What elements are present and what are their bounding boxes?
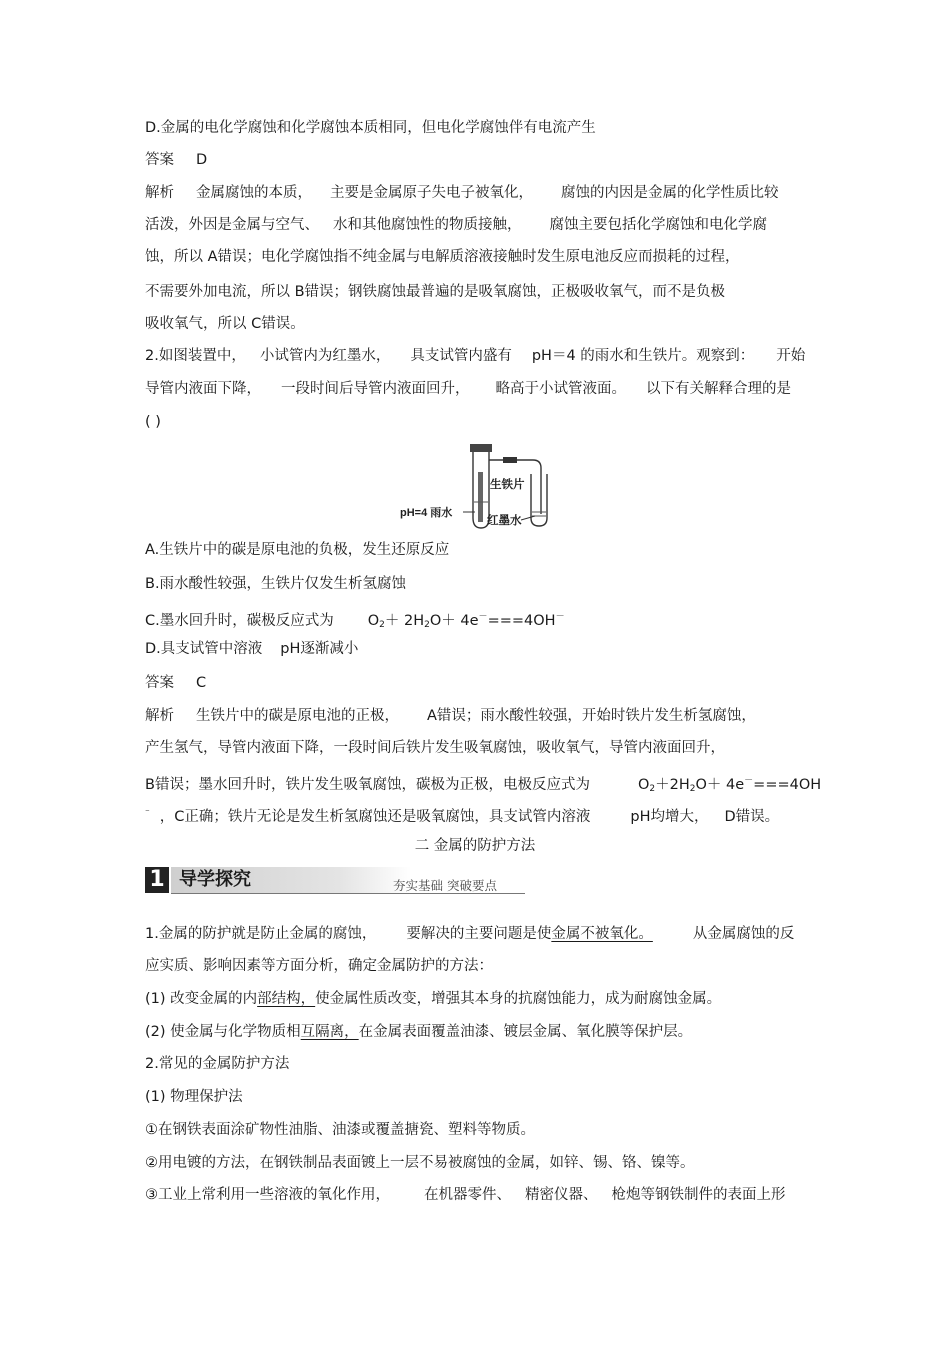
label-iron: 生铁片 — [490, 479, 525, 491]
answer-value: D — [196, 152, 208, 168]
underlined-answer: 部结构， — [257, 991, 316, 1007]
answer-1 — [145, 150, 207, 170]
analysis-2-line-4 — [145, 803, 779, 827]
paragraph-6: (1) 物理保护法 — [145, 1089, 243, 1105]
text-span: 具支试管内盛有 — [410, 348, 512, 364]
text-span: 在机器零件、 — [424, 1187, 511, 1203]
option-c — [145, 607, 565, 635]
text-span: 活泼，外因是金属与空气、 — [145, 217, 319, 233]
text-span: 腐蚀的内因是金属的化学性质比较 — [561, 185, 779, 201]
subscript: 2 — [649, 784, 656, 794]
apparatus-diagram — [395, 442, 555, 532]
analysis-2-line-1 — [145, 706, 756, 726]
paragraph-7: ①在钢铁表面涂矿物性油脂、油漆或覆盖搪瓷、塑料等物质。 — [145, 1122, 535, 1138]
text-span: 略高于小试管液面。 — [495, 381, 626, 397]
paragraph-8: ②用电镀的方法，在钢铁制品表面镀上一层不易被腐蚀的金属，如锌、锡、铬、镍等。 — [145, 1155, 695, 1171]
text-span: O — [367, 613, 380, 629]
option-d — [145, 639, 358, 659]
text-span: 1.金属的防护就是防止金属的腐蚀， — [145, 926, 377, 942]
text-span: ===4OH — [753, 777, 822, 793]
paragraph-4 — [145, 1022, 692, 1042]
banner-subtitle: 夯实基础 突破要点 — [393, 878, 497, 893]
paragraph-5: 2.常见的金属防护方法 — [145, 1056, 290, 1072]
text-span: ③工业上常利用一些溶液的氧化作用， — [145, 1187, 390, 1203]
text-span: D错误。 — [724, 809, 780, 825]
text-span: 一段时间后导管内液面回升， — [281, 381, 470, 397]
text-span: pH均增大， — [630, 809, 709, 825]
label-ink-leader — [521, 516, 535, 520]
question-2-line-2 — [145, 379, 791, 399]
text-span: 以下有关解释合理的是 — [646, 381, 791, 397]
analysis-label: 解析 — [145, 185, 174, 201]
underlined-answer: 互隔离， — [300, 1024, 359, 1040]
text-span: 从金属腐蚀的反 — [692, 926, 795, 942]
answer-label: 答案 — [145, 675, 174, 691]
superscript: － — [478, 612, 488, 622]
analysis-2-line-2: 产生氢气，导管内液面下降，一段时间后铁片发生吸氧腐蚀，吸收氧气，导管内液面回升， — [145, 740, 725, 756]
banner-title: 导学探究 — [171, 867, 411, 893]
text-span: 生铁片中的碳是原电池的正极， — [196, 708, 399, 724]
analysis-1-line-2 — [145, 215, 767, 235]
text-span: (2) 使金属与化学物质相 — [145, 1024, 301, 1040]
text-span: ===4OH — [487, 613, 556, 629]
text-span: 水和其他腐蚀性的物质接触， — [333, 217, 522, 233]
underlined-answer: 金属不被氧化。 — [551, 926, 653, 942]
question-2-line-1 — [145, 346, 805, 366]
text-span: 主要是金属原子失电子被氧化， — [330, 185, 533, 201]
text-span: O＋ 4e — [429, 613, 479, 629]
subscript: 2 — [689, 784, 696, 794]
paragraph-9 — [145, 1185, 786, 1205]
option-b: B.雨水酸性较强，生铁片仅发生析氢腐蚀 — [145, 576, 407, 592]
analysis-label: 解析 — [145, 708, 174, 724]
small-tube — [531, 474, 547, 526]
text-span: (1) 改变金属的内 — [145, 991, 258, 1007]
text-span: 开始 — [776, 348, 806, 364]
text-span: 小试管内为红墨水， — [259, 348, 391, 364]
section-title: 二 金属的防护方法 — [414, 838, 536, 854]
analysis-1-line-4: 不需要外加电流，所以 B错误；钢铁腐蚀最普遍的是吸氧腐蚀，正极吸收氧气，而不是负极 — [145, 284, 726, 300]
subscript: 2 — [424, 620, 430, 630]
text-span: D.具支试管中溶液 — [145, 641, 263, 657]
section-banner — [145, 867, 525, 895]
analysis-2-line-3 — [145, 771, 821, 799]
question-2-line-3: ( ) — [145, 414, 161, 430]
label-ink: 红墨水 — [487, 515, 522, 527]
text-span: O＋ 4e — [695, 777, 745, 793]
answer-value: C — [196, 675, 207, 691]
text-span: ＋2H — [655, 777, 690, 793]
superscript: － — [744, 776, 754, 786]
text-span: 2.如图装置中， — [145, 348, 246, 364]
text-span: ，C正确；铁片无论是发生析氢腐蚀还是吸氧腐蚀，具支试管内溶液 — [159, 809, 591, 825]
text-span: ＋ 2H — [384, 613, 425, 629]
text-span: 导管内液面下降， — [145, 381, 261, 397]
text-span: O — [637, 777, 650, 793]
text-span: 金属腐蚀的本质， — [196, 185, 312, 201]
option-a: A.生铁片中的碳是原电池的负极，发生还原反应 — [145, 542, 450, 558]
text-span: 在金属表面覆盖油漆、镀层金属、氧化膜等保护层。 — [358, 1024, 693, 1040]
option-d-prev: D.金属的电化学腐蚀和化学腐蚀本质相同，但电化学腐蚀伴有电流产生 — [145, 120, 596, 136]
superscript: ⁻ — [145, 808, 150, 818]
answer-label: 答案 — [145, 152, 174, 168]
analysis-1-line-1 — [145, 183, 779, 203]
text-span: 枪炮等钢铁制件的表面上形 — [611, 1187, 786, 1203]
text-span: 腐蚀主要包括化学腐蚀和电化学腐 — [549, 217, 767, 233]
text-span: 要解决的主要问题是使 — [406, 926, 552, 942]
paragraph-3 — [145, 989, 721, 1009]
text-span: C.墨水回升时，碳极反应式为 — [145, 613, 334, 629]
rubber-tube — [503, 457, 517, 463]
paragraph-1 — [145, 924, 794, 944]
answer-2 — [145, 673, 206, 693]
superscript: － — [555, 612, 565, 622]
banner-rule — [171, 893, 525, 894]
analysis-1-line-3: 蚀，所以 A错误；电化学腐蚀指不纯金属与电解质溶液接触时发生原电池反应而损耗的过程， — [145, 249, 740, 265]
banner-number: 1 — [145, 867, 169, 893]
text-span: A错误；雨水酸性较强，开始时铁片发生析氢腐蚀， — [427, 708, 756, 724]
stopper — [470, 444, 492, 452]
iron-sheet — [478, 472, 483, 522]
subscript: 2 — [379, 620, 385, 630]
text-span: pH＝4 的雨水和生铁片。观察到： — [531, 348, 755, 364]
analysis-1-line-5: 吸收氧气，所以 C错误。 — [145, 316, 305, 332]
text-span: 精密仪器、 — [525, 1187, 598, 1203]
paragraph-2: 应实质、影响因素等方面分析，确定金属防护的方法： — [145, 958, 493, 974]
text-span: 使金属性质改变，增强其本身的抗腐蚀能力，成为耐腐蚀金属。 — [315, 991, 722, 1007]
text-span: B错误；墨水回升时，铁片发生吸氧腐蚀，碳极为正极，电极反应式为 — [145, 777, 590, 793]
label-rain: pH=4 雨水 — [400, 507, 453, 519]
text-span: pH逐渐减小 — [280, 641, 359, 657]
